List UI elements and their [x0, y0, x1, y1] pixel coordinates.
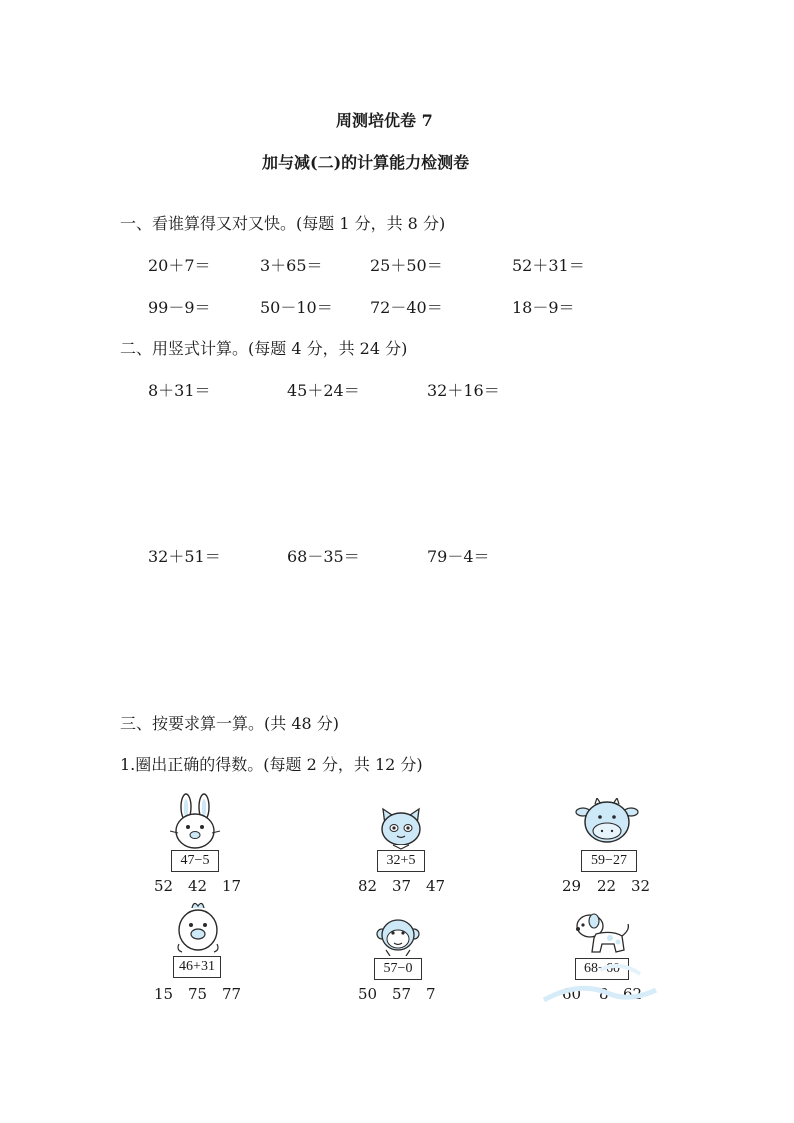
answer-option[interactable]: 62	[623, 985, 643, 1003]
answer-option[interactable]: 8	[599, 985, 609, 1003]
answer-option[interactable]: 50	[358, 985, 378, 1003]
question1-heading: 1.圈出正确的得数。(每题 2 分，共 12 分)	[120, 755, 423, 774]
monkey-icon	[376, 916, 420, 956]
answer-option[interactable]: 37	[392, 877, 412, 895]
expression-sign: 59−27	[581, 850, 637, 872]
equation: 18－9＝	[512, 298, 575, 317]
expression-sign: 46+31	[173, 956, 221, 978]
answer-option[interactable]: 75	[188, 985, 208, 1003]
equation: 52＋31＝	[512, 256, 585, 275]
page-title: 周测培优卷 7	[336, 111, 433, 130]
equation: 68－35＝	[287, 547, 360, 566]
answer-option[interactable]: 7	[426, 985, 436, 1003]
expression-sign: 32+5	[377, 850, 425, 872]
equation: 45＋24＝	[287, 381, 360, 400]
chick-icon	[172, 900, 224, 956]
watermark-icon	[540, 950, 660, 1006]
section3-heading: 三、按要求算一算。(共 48 分)	[120, 714, 340, 733]
equation: 79－4＝	[427, 547, 490, 566]
answer-option[interactable]: 82	[358, 877, 378, 895]
section2-heading: 二、用竖式计算。(每题 4 分，共 24 分)	[120, 339, 408, 358]
equation: 50－10＝	[260, 298, 333, 317]
answer-option[interactable]: 17	[222, 877, 242, 895]
page-subtitle: 加与减(二)的计算能力检测卷	[262, 153, 470, 172]
answer-option[interactable]: 77	[222, 985, 242, 1003]
equation: 32＋16＝	[427, 381, 500, 400]
answer-option[interactable]: 15	[154, 985, 174, 1003]
answer-option[interactable]: 52	[154, 877, 174, 895]
equation: 3＋65＝	[260, 256, 323, 275]
answer-option[interactable]: 22	[597, 877, 617, 895]
answer-option[interactable]: 57	[392, 985, 412, 1003]
equation: 72－40＝	[370, 298, 443, 317]
answer-option[interactable]: 47	[426, 877, 446, 895]
equation: 8＋31＝	[148, 381, 211, 400]
section1-heading: 一、看谁算得又对又快。(每题 1 分，共 8 分)	[120, 214, 446, 233]
expression-sign: 47−5	[171, 850, 219, 872]
answer-option[interactable]: 60	[562, 985, 582, 1003]
equation: 25＋50＝	[370, 256, 443, 275]
equation: 99－9＝	[148, 298, 211, 317]
answer-option[interactable]: 42	[188, 877, 208, 895]
answer-option[interactable]: 32	[631, 877, 651, 895]
cow-icon	[575, 798, 639, 848]
rabbit-icon	[166, 793, 224, 853]
answer-option[interactable]: 29	[562, 877, 582, 895]
cat-icon	[377, 805, 425, 853]
expression-sign: 57−0	[374, 958, 422, 980]
expression-sign: 68−60	[575, 958, 629, 980]
equation: 20＋7＝	[148, 256, 211, 275]
equation: 32＋51＝	[148, 547, 221, 566]
